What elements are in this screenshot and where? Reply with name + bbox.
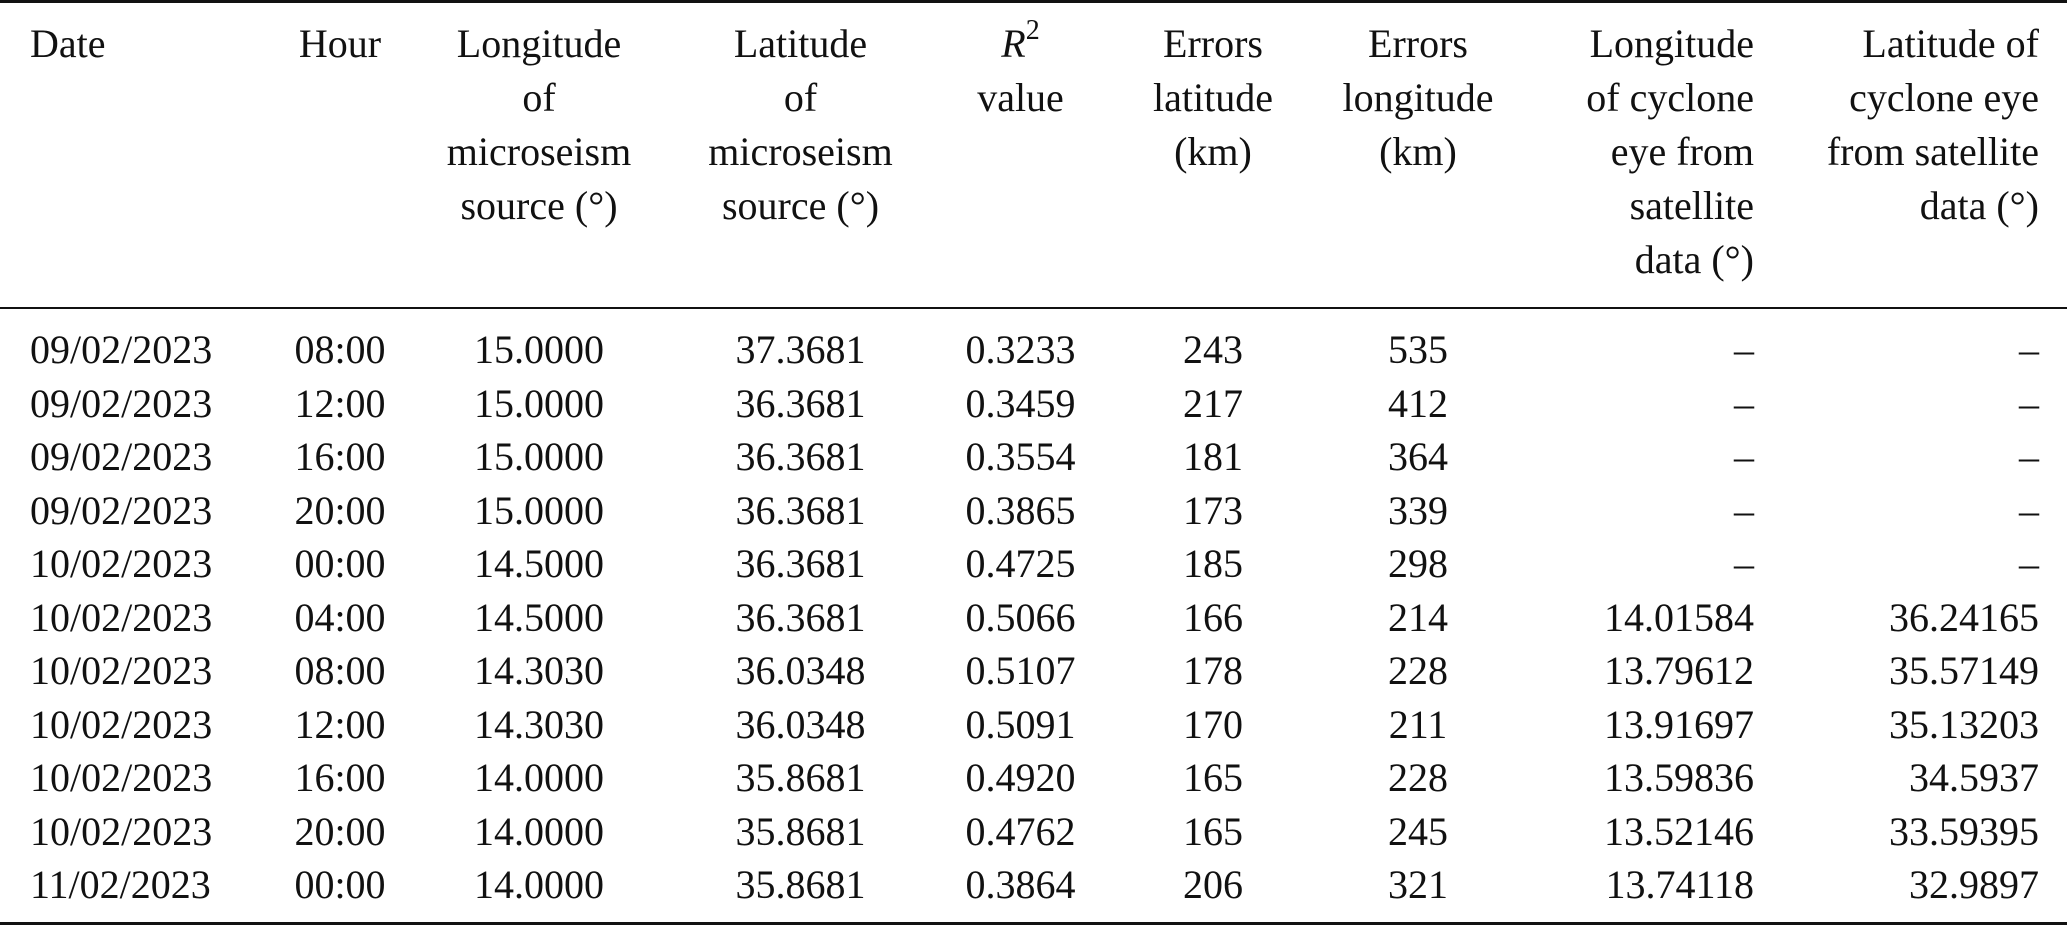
header-hour — [270, 2, 410, 309]
r-exponent: 2 — [1025, 15, 1040, 46]
header-line: data (°) — [1634, 237, 1754, 282]
table-body — [0, 308, 2067, 923]
cell-cyclone-longitude: – — [1734, 541, 1754, 586]
cell-microseism-latitude: 36.3681 — [735, 541, 866, 586]
header-cyclone-latitude — [1810, 2, 2067, 309]
cell-errors-latitude: 206 — [1183, 862, 1243, 907]
header-line: (km) — [1379, 129, 1457, 174]
header-line: Latitude — [733, 21, 868, 66]
cell-r-squared: 0.5066 — [965, 594, 1076, 640]
cell-cyclone-latitude: 35.57149 — [1889, 648, 2039, 693]
table-row — [0, 430, 2067, 484]
cell-cyclone-latitude: 35.13203 — [1889, 701, 2039, 747]
cell-r-squared: 0.3459 — [965, 380, 1076, 426]
header-r-squared-symbol — [947, 17, 1094, 71]
cell-cyclone-latitude: – — [2019, 434, 2039, 479]
cell-microseism-longitude: 14.3030 — [474, 701, 604, 747]
cell-hour: 16:00 — [294, 755, 386, 800]
cell-cyclone-longitude: 13.74118 — [1605, 862, 1754, 907]
cell-date: 10/02/2023 — [30, 541, 213, 586]
r-symbol: R — [1001, 21, 1026, 66]
cell-errors-longitude: 298 — [1388, 541, 1448, 586]
cell-errors-latitude: 181 — [1183, 434, 1243, 479]
header-microseism-longitude — [410, 2, 668, 309]
cell-date: 11/02/2023 — [30, 862, 211, 907]
cell-date: 09/02/2023 — [30, 380, 213, 426]
cell-cyclone-latitude: – — [2019, 487, 2039, 533]
header-date — [0, 2, 270, 309]
cell-date: 10/02/2023 — [30, 701, 213, 747]
table-row — [0, 308, 2067, 377]
table-row — [0, 751, 2067, 805]
header-errors-latitude — [1108, 2, 1318, 309]
cell-hour: 12:00 — [294, 701, 386, 747]
cell-hour: 08:00 — [294, 327, 386, 372]
header-hour-line-1: Hour — [298, 21, 382, 66]
cell-microseism-latitude: 36.0348 — [735, 701, 866, 747]
cell-errors-latitude: 165 — [1183, 808, 1243, 854]
cell-hour: 20:00 — [294, 808, 386, 854]
cell-errors-longitude: 339 — [1388, 487, 1448, 533]
cell-microseism-longitude: 14.3030 — [474, 648, 604, 693]
cell-hour: 04:00 — [294, 594, 386, 640]
cell-errors-latitude: 170 — [1183, 701, 1243, 747]
cell-date: 10/02/2023 — [30, 808, 213, 854]
cell-hour: 08:00 — [294, 648, 386, 693]
header-line: value — [977, 75, 1064, 120]
cell-cyclone-longitude: – — [1734, 327, 1754, 372]
cell-errors-longitude: 228 — [1388, 648, 1448, 693]
cell-errors-latitude: 178 — [1183, 648, 1243, 693]
cell-microseism-longitude: 15.0000 — [474, 380, 604, 426]
cell-date: 09/02/2023 — [30, 434, 213, 479]
header-cyclone-longitude — [1518, 2, 1810, 309]
cell-r-squared: 0.4725 — [965, 541, 1076, 586]
cell-date: 10/02/2023 — [30, 594, 213, 640]
header-line: data (°) — [1919, 183, 2039, 228]
cell-microseism-latitude: 36.3681 — [735, 594, 866, 640]
header-row — [0, 2, 2067, 309]
cell-r-squared: 0.3554 — [965, 434, 1076, 479]
cell-errors-longitude: 245 — [1388, 808, 1448, 854]
cell-microseism-latitude: 37.3681 — [735, 327, 866, 372]
cell-errors-longitude: 412 — [1388, 380, 1448, 426]
cell-errors-latitude: 165 — [1183, 755, 1243, 800]
cell-microseism-latitude: 36.3681 — [735, 434, 866, 479]
header-line: Longitude — [1589, 21, 1754, 66]
header-r-squared — [933, 2, 1108, 309]
header-line: of — [783, 75, 818, 120]
table-row — [0, 698, 2067, 752]
header-line: Errors — [1368, 21, 1468, 66]
cell-hour: 20:00 — [294, 487, 386, 533]
cell-cyclone-latitude: – — [2019, 380, 2039, 426]
cell-errors-longitude: 214 — [1388, 594, 1448, 640]
header-errors-longitude — [1318, 2, 1518, 309]
cell-errors-latitude: 185 — [1183, 541, 1243, 586]
cell-microseism-longitude: 14.5000 — [474, 541, 604, 586]
cell-date: 09/02/2023 — [30, 327, 213, 372]
cell-microseism-latitude: 36.0348 — [735, 648, 866, 693]
cell-microseism-latitude: 36.3681 — [735, 380, 866, 426]
cell-microseism-longitude: 14.0000 — [474, 808, 604, 854]
cell-errors-latitude: 166 — [1183, 594, 1243, 640]
cell-r-squared: 0.4920 — [965, 755, 1076, 800]
cell-cyclone-latitude: 32.9897 — [1909, 862, 2039, 907]
header-line: microseism — [708, 129, 893, 174]
header-microseism-latitude — [668, 2, 933, 309]
cell-cyclone-longitude: 13.52146 — [1604, 808, 1754, 854]
cell-r-squared: 0.3864 — [965, 862, 1076, 907]
cell-errors-longitude: 364 — [1388, 434, 1448, 479]
table-row — [0, 644, 2067, 698]
cell-cyclone-latitude: 33.59395 — [1889, 808, 2039, 854]
header-line: source (°) — [721, 183, 880, 228]
cell-hour: 12:00 — [294, 380, 386, 426]
header-line: (km) — [1174, 129, 1252, 174]
cell-cyclone-longitude: – — [1734, 434, 1754, 479]
header-date-line-1: Date — [30, 21, 106, 66]
cell-cyclone-longitude: 13.91697 — [1604, 701, 1754, 747]
header-line: cyclone eye — [1849, 75, 2039, 120]
header-line: of cyclone — [1586, 75, 1754, 120]
cell-cyclone-longitude: 14.01584 — [1604, 594, 1754, 640]
table-row — [0, 484, 2067, 538]
cell-microseism-latitude: 35.8681 — [735, 808, 866, 854]
header-line: microseism — [446, 129, 632, 174]
cell-cyclone-latitude: 36.24165 — [1889, 594, 2039, 640]
header-line: eye from — [1610, 129, 1754, 174]
cell-cyclone-longitude: 13.79612 — [1604, 648, 1754, 693]
cell-r-squared: 0.4762 — [965, 808, 1076, 854]
cell-r-squared: 0.5091 — [965, 701, 1076, 747]
cell-errors-longitude: 321 — [1388, 862, 1448, 907]
cell-microseism-latitude: 36.3681 — [735, 487, 866, 533]
cell-cyclone-longitude: 13.59836 — [1604, 755, 1754, 800]
table-row — [0, 591, 2067, 645]
table-row — [0, 377, 2067, 431]
table-header — [0, 2, 2067, 309]
table-row — [0, 805, 2067, 859]
cell-microseism-longitude: 15.0000 — [474, 434, 604, 479]
header-line: source (°) — [460, 183, 618, 228]
cell-hour: 00:00 — [294, 862, 386, 907]
cell-hour: 16:00 — [294, 434, 386, 479]
cell-r-squared: 0.3865 — [965, 487, 1076, 533]
cell-microseism-latitude: 35.8681 — [735, 755, 866, 800]
cell-cyclone-latitude: – — [2019, 541, 2039, 586]
header-line: latitude — [1153, 75, 1273, 120]
cell-r-squared: 0.5107 — [965, 648, 1076, 693]
cell-r-squared: 0.3233 — [965, 327, 1076, 372]
cell-errors-longitude: 535 — [1388, 327, 1448, 372]
cell-errors-latitude: 243 — [1183, 327, 1243, 372]
cell-cyclone-longitude: – — [1734, 380, 1754, 426]
cell-cyclone-latitude: 34.5937 — [1909, 755, 2039, 800]
cell-date: 10/02/2023 — [30, 648, 213, 693]
cell-microseism-longitude: 15.0000 — [474, 327, 604, 372]
header-line: from satellite — [1826, 129, 2039, 174]
cell-errors-latitude: 217 — [1183, 380, 1243, 426]
header-line: satellite — [1629, 183, 1754, 228]
cell-microseism-longitude: 14.0000 — [474, 755, 604, 800]
cell-microseism-latitude: 35.8681 — [735, 862, 866, 907]
header-line: longitude — [1342, 75, 1494, 120]
cell-date: 10/02/2023 — [30, 755, 213, 800]
cell-hour: 00:00 — [294, 541, 386, 586]
cell-errors-longitude: 228 — [1388, 755, 1448, 800]
cell-microseism-longitude: 14.5000 — [474, 594, 604, 640]
cell-cyclone-latitude: – — [2019, 327, 2039, 372]
cell-errors-longitude: 211 — [1388, 701, 1448, 747]
header-line: Longitude — [456, 21, 622, 66]
cell-cyclone-longitude: – — [1734, 487, 1754, 533]
cell-date: 09/02/2023 — [30, 487, 213, 533]
table-row — [0, 537, 2067, 591]
header-line: Latitude of — [1862, 21, 2039, 66]
table-row — [0, 858, 2067, 923]
cell-errors-latitude: 173 — [1183, 487, 1243, 533]
header-line: of — [522, 75, 556, 120]
header-line: Errors — [1163, 21, 1263, 66]
cell-microseism-longitude: 15.0000 — [474, 487, 604, 533]
cell-microseism-longitude: 14.0000 — [474, 862, 604, 907]
